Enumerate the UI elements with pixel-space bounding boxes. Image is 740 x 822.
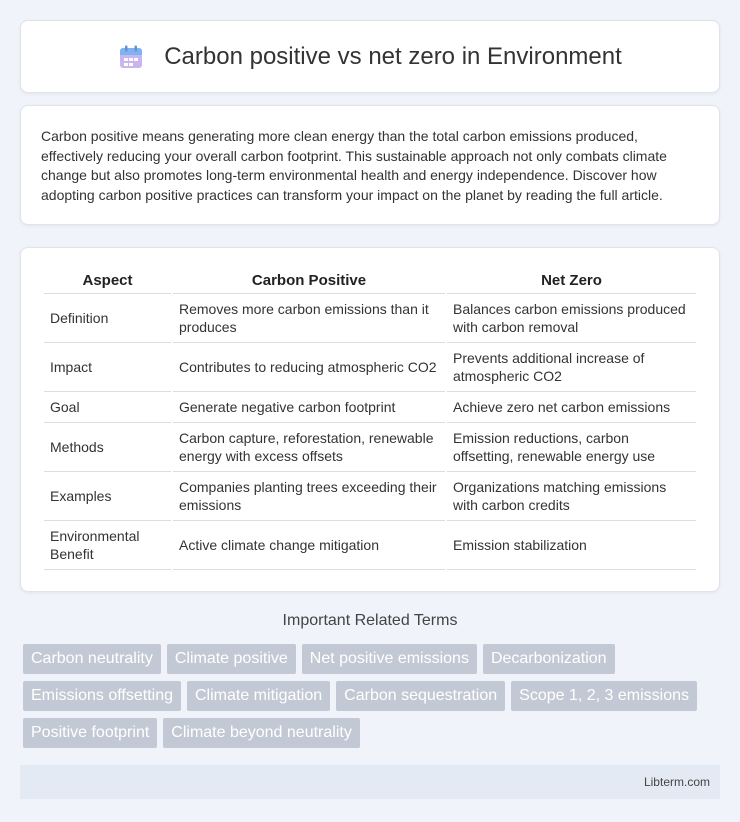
table-row [44, 392, 696, 423]
tag-list [20, 644, 720, 755]
row-net-zero: Prevents additional increase of atmospheric CO2 [447, 343, 696, 392]
tag-positive-footprint[interactable]: Positive footprint [23, 718, 157, 748]
tag-decarbonization[interactable]: Decarbonization [483, 644, 615, 674]
row-aspect: Examples [44, 472, 171, 521]
row-net-zero: Balances carbon emissions produced with carbon removal [447, 294, 696, 343]
header-carbon-positive: Carbon Positive [173, 268, 445, 294]
calendar-icon [118, 44, 144, 70]
row-aspect: Impact [44, 343, 171, 392]
row-aspect: Environmental Benefit [44, 521, 171, 570]
table-row [44, 472, 696, 521]
tag-carbon-sequestration[interactable]: Carbon sequestration [336, 681, 505, 711]
row-carbon-positive: Removes more carbon emissions than it produces [173, 294, 445, 343]
tag-scope-emissions[interactable]: Scope 1, 2, 3 emissions [511, 681, 697, 711]
row-net-zero: Organizations matching emissions with carbon credits [447, 472, 696, 521]
header-aspect: Aspect [44, 268, 171, 294]
comparison-table [42, 268, 698, 570]
row-net-zero: Emission reductions, carbon offsetting, renewable energy use [447, 423, 696, 472]
row-net-zero: Emission stabilization [447, 521, 696, 570]
row-carbon-positive: Contributes to reducing atmospheric CO2 [173, 343, 445, 392]
table-row [44, 294, 696, 343]
row-aspect: Definition [44, 294, 171, 343]
row-carbon-positive: Generate negative carbon footprint [173, 392, 445, 423]
footer [20, 765, 720, 799]
table-header-row [44, 268, 696, 294]
row-carbon-positive: Carbon capture, reforestation, renewable energy with excess offsets [173, 423, 445, 472]
header-net-zero: Net Zero [447, 268, 696, 294]
title-card [20, 20, 720, 93]
row-carbon-positive: Active climate change mitigation [173, 521, 445, 570]
table-row [44, 343, 696, 392]
related-terms-title: Important Related Terms [282, 612, 458, 629]
footer-brand-link[interactable]: Libterm.com [643, 775, 710, 789]
table-row [44, 423, 696, 472]
related-terms [20, 612, 720, 755]
tag-net-positive-emissions[interactable]: Net positive emissions [302, 644, 477, 674]
table-row [44, 521, 696, 570]
tag-climate-positive[interactable]: Climate positive [167, 644, 296, 674]
intro-text: Carbon positive means generating more clean energy than the total carbon emissions produced, effectively reducing your overall carbon footprint. This sustainable approach not only combats climate change but also promotes long-term environmental health and energy independence. Discover how adopting carbon positive practices can transform your impact on the planet by reading the full article. [41, 128, 667, 203]
tag-carbon-neutrality[interactable]: Carbon neutrality [23, 644, 161, 674]
comparison-card [20, 247, 720, 592]
tag-climate-beyond-neutrality[interactable]: Climate beyond neutrality [163, 718, 360, 748]
intro-card [20, 105, 720, 225]
row-carbon-positive: Companies planting trees exceeding their emissions [173, 472, 445, 521]
row-aspect: Methods [44, 423, 171, 472]
tag-emissions-offsetting[interactable]: Emissions offsetting [23, 681, 181, 711]
page-title: Carbon positive vs net zero in Environment [164, 42, 622, 70]
tag-climate-mitigation[interactable]: Climate mitigation [187, 681, 330, 711]
row-net-zero: Achieve zero net carbon emissions [447, 392, 696, 423]
row-aspect: Goal [44, 392, 171, 423]
